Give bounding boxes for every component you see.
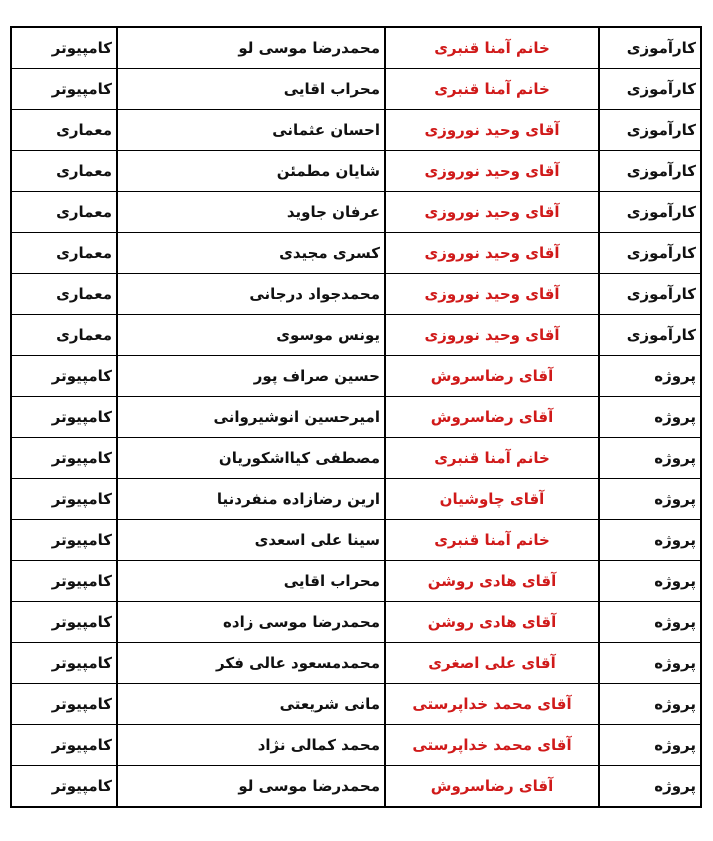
table-row (11, 766, 701, 808)
student-name-cell: محمدمسعود عالی فکر (117, 643, 385, 684)
student-name-cell: مانی شریعتی (117, 684, 385, 725)
table-row (11, 356, 701, 397)
course-type-cell: پروژه (599, 438, 701, 479)
student-name-cell: کسری مجیدی (117, 233, 385, 274)
course-type-cell: پروژه (599, 520, 701, 561)
course-type-cell: پروژه (599, 684, 701, 725)
student-name-cell: مصطفی کیااشکوریان (117, 438, 385, 479)
table-row (11, 233, 701, 274)
student-name-cell: محمدرضا موسی لو (117, 766, 385, 808)
course-type-cell: پروژه (599, 479, 701, 520)
supervisor-cell: آقای رضاسروش (385, 397, 599, 438)
supervisor-cell: آقای علی اصغری (385, 643, 599, 684)
table-row (11, 69, 701, 110)
field-cell: کامپیوتر (11, 602, 117, 643)
supervisor-cell: آقای وحید نوروزی (385, 233, 599, 274)
course-type-cell: کارآموزی (599, 151, 701, 192)
supervisor-cell: خانم آمنا قنبری (385, 520, 599, 561)
supervisor-cell: آقای هادی روشن (385, 561, 599, 602)
field-cell: کامپیوتر (11, 69, 117, 110)
table-row (11, 602, 701, 643)
field-cell: کامپیوتر (11, 561, 117, 602)
table-row (11, 274, 701, 315)
field-cell: معماری (11, 274, 117, 315)
table-row (11, 315, 701, 356)
student-name-cell: احسان عثمانی (117, 110, 385, 151)
student-name-cell: محمدرضا موسی لو (117, 27, 385, 69)
field-cell: کامپیوتر (11, 438, 117, 479)
student-name-cell: امیرحسین انوشیروانی (117, 397, 385, 438)
table-row (11, 520, 701, 561)
table-row (11, 110, 701, 151)
table-row (11, 151, 701, 192)
supervisor-cell: آقای وحید نوروزی (385, 151, 599, 192)
supervisor-cell: آقای هادی روشن (385, 602, 599, 643)
field-cell: معماری (11, 151, 117, 192)
supervisor-cell: آقای وحید نوروزی (385, 110, 599, 151)
course-type-cell: پروژه (599, 766, 701, 808)
student-name-cell: محراب اقایی (117, 561, 385, 602)
course-type-cell: کارآموزی (599, 110, 701, 151)
course-type-cell: کارآموزی (599, 192, 701, 233)
field-cell: کامپیوتر (11, 766, 117, 808)
course-type-cell: پروژه (599, 561, 701, 602)
assignment-sheet (10, 26, 696, 808)
course-type-cell: کارآموزی (599, 274, 701, 315)
supervisor-cell: آقای محمد خداپرستی (385, 684, 599, 725)
student-name-cell: محمدجواد درجانی (117, 274, 385, 315)
field-cell: کامپیوتر (11, 684, 117, 725)
course-type-cell: پروژه (599, 397, 701, 438)
supervisor-cell: آقای محمد خداپرستی (385, 725, 599, 766)
course-type-cell: کارآموزی (599, 233, 701, 274)
table-body (11, 27, 701, 807)
field-cell: کامپیوتر (11, 397, 117, 438)
table-row (11, 479, 701, 520)
table-row (11, 438, 701, 479)
supervisor-cell: خانم آمنا قنبری (385, 69, 599, 110)
supervisor-cell: آقای وحید نوروزی (385, 315, 599, 356)
field-cell: کامپیوتر (11, 479, 117, 520)
student-name-cell: حسین صراف پور (117, 356, 385, 397)
supervisor-cell: خانم آمنا قنبری (385, 438, 599, 479)
table-row (11, 643, 701, 684)
supervisor-cell: آقای رضاسروش (385, 356, 599, 397)
table-row (11, 192, 701, 233)
student-name-cell: محمد کمالی نژاد (117, 725, 385, 766)
course-type-cell: کارآموزی (599, 27, 701, 69)
field-cell: معماری (11, 233, 117, 274)
table-row (11, 27, 701, 69)
supervisor-cell: آقای وحید نوروزی (385, 192, 599, 233)
student-name-cell: عرفان جاوید (117, 192, 385, 233)
supervisor-cell: آقای چاوشیان (385, 479, 599, 520)
field-cell: کامپیوتر (11, 643, 117, 684)
field-cell: کامپیوتر (11, 27, 117, 69)
course-type-cell: پروژه (599, 643, 701, 684)
assignment-table (10, 26, 702, 808)
field-cell: معماری (11, 192, 117, 233)
supervisor-cell: آقای وحید نوروزی (385, 274, 599, 315)
table-row (11, 684, 701, 725)
table-row (11, 725, 701, 766)
course-type-cell: پروژه (599, 725, 701, 766)
student-name-cell: محمدرضا موسی زاده (117, 602, 385, 643)
supervisor-cell: آقای رضاسروش (385, 766, 599, 808)
course-type-cell: کارآموزی (599, 315, 701, 356)
course-type-cell: پروژه (599, 602, 701, 643)
course-type-cell: پروژه (599, 356, 701, 397)
field-cell: معماری (11, 315, 117, 356)
field-cell: کامپیوتر (11, 356, 117, 397)
student-name-cell: سینا علی اسعدی (117, 520, 385, 561)
field-cell: معماری (11, 110, 117, 151)
field-cell: کامپیوتر (11, 725, 117, 766)
student-name-cell: ارین رضازاده منفردنیا (117, 479, 385, 520)
supervisor-cell: خانم آمنا قنبری (385, 27, 599, 69)
table-row (11, 561, 701, 602)
student-name-cell: یونس موسوی (117, 315, 385, 356)
course-type-cell: کارآموزی (599, 69, 701, 110)
student-name-cell: محراب اقایی (117, 69, 385, 110)
student-name-cell: شایان مطمئن (117, 151, 385, 192)
field-cell: کامپیوتر (11, 520, 117, 561)
table-row (11, 397, 701, 438)
